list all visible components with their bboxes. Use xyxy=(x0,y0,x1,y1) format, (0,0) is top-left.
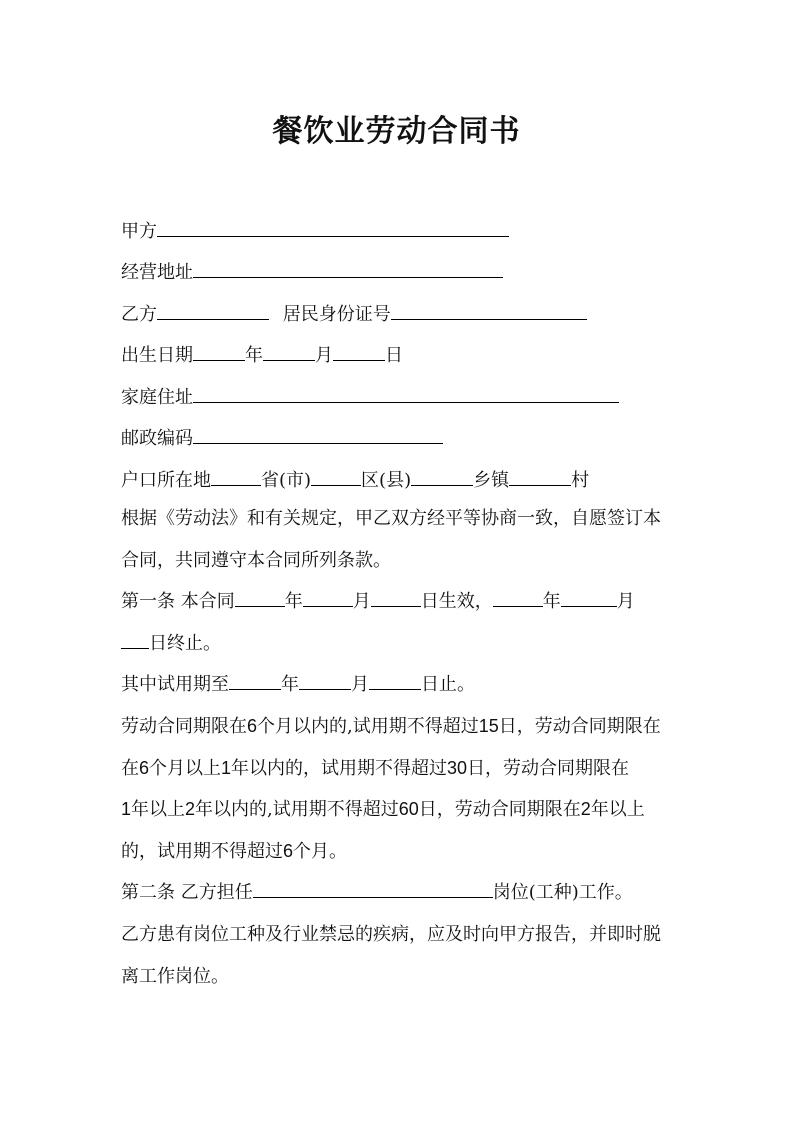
rule-text-4: 个月以上 xyxy=(149,757,222,779)
rule-num-4: 1 xyxy=(221,757,232,778)
birth-month-blank[interactable] xyxy=(263,342,315,361)
probation-year-blank[interactable] xyxy=(229,671,281,690)
position-blank[interactable] xyxy=(253,879,493,898)
start-year-blank[interactable] xyxy=(235,588,285,607)
party-b-blank[interactable] xyxy=(157,301,269,320)
article-1-head: 第一条 本合同 xyxy=(121,591,235,612)
rule-num-9: 2 xyxy=(580,799,591,819)
district-blank[interactable] xyxy=(311,467,361,486)
rule-num-8: 60 xyxy=(398,799,419,819)
end-day-blank[interactable] xyxy=(121,630,149,649)
rule-text-8: 年以内的,试用期不得超过 xyxy=(195,799,399,820)
rule-text-2: 个月以内的,试用期不得超过 xyxy=(257,716,479,737)
probation-year-label: 年 xyxy=(281,674,299,695)
birth-year-blank[interactable] xyxy=(193,342,245,361)
village-blank[interactable] xyxy=(509,467,571,486)
home-address-blank[interactable] xyxy=(193,384,619,403)
rule-text-7: 年以上 xyxy=(131,799,186,820)
postcode-line xyxy=(121,425,443,450)
start-month-blank[interactable] xyxy=(303,588,353,607)
party-b-line xyxy=(121,301,587,326)
party-a-blank[interactable] xyxy=(157,218,509,237)
probation-end-label: 日止。 xyxy=(421,674,475,695)
business-address-label: 经营地址 xyxy=(121,262,193,283)
intro-paragraph: 根据《劳动法》和有关规定，甲乙双方经平等协商一致，自愿签订本合同，共同遵守本合同所列条款。 xyxy=(121,508,661,571)
birth-date-label: 出生日期 xyxy=(121,345,193,366)
rule-num-5: 30 xyxy=(447,757,468,778)
rule-text-11: 个月。 xyxy=(293,840,348,862)
end-label: 日终止。 xyxy=(149,632,221,654)
effective-label: 日生效， xyxy=(420,591,493,612)
rule-num-7: 2 xyxy=(185,799,196,819)
business-address-blank[interactable] xyxy=(193,259,503,278)
birth-year-label: 年 xyxy=(245,345,263,366)
rule-num-6: 1 xyxy=(121,799,132,819)
home-address-label: 家庭住址 xyxy=(121,387,193,408)
id-number-label: 居民身份证号 xyxy=(282,304,391,325)
illness-clause: 乙方患有岗位工种及行业禁忌的疾病，应及时向甲方报告，并即时脱离工作岗位。 xyxy=(121,924,661,987)
village-label: 村 xyxy=(571,470,590,491)
rule-text-10: 年以上的，试用期不得超过 xyxy=(121,799,645,862)
probation-prefix: 其中试用期至 xyxy=(121,674,229,695)
probation-month-blank[interactable] xyxy=(299,671,351,690)
rule-text-6: 日，劳动合同期限在 xyxy=(467,757,630,779)
article-2-head: 第二条 乙方担任 xyxy=(121,882,253,903)
birth-day-label: 日 xyxy=(385,345,403,366)
id-number-blank[interactable] xyxy=(391,301,587,320)
province-label: 省(市) xyxy=(261,470,312,491)
probation-rule-paragraph xyxy=(121,706,677,872)
article-2 xyxy=(121,872,677,914)
rule-text-9: 日，劳动合同期限在 xyxy=(418,799,581,820)
district-label: 区(县) xyxy=(361,470,412,491)
end-month-label: 月 xyxy=(616,591,635,612)
rule-text-1: 劳动合同期限在 xyxy=(121,716,247,737)
rule-text-3b: 在 xyxy=(121,757,139,779)
birth-month-label: 月 xyxy=(315,345,333,366)
business-address-line xyxy=(121,259,503,284)
probation-day-blank[interactable] xyxy=(369,671,421,690)
article-1 xyxy=(121,581,677,664)
rule-num-1: 6 xyxy=(247,716,258,736)
rule-num-2: 15 xyxy=(478,716,499,736)
postcode-label: 邮政编码 xyxy=(121,428,193,449)
party-a-line xyxy=(121,218,509,243)
party-a-label: 甲方 xyxy=(121,221,157,242)
rule-text-3: 日，劳动合同期限在 xyxy=(498,716,661,737)
birth-day-blank[interactable] xyxy=(333,342,385,361)
rule-num-10: 6 xyxy=(283,840,294,861)
end-month-blank[interactable] xyxy=(561,588,617,607)
start-day-blank[interactable] xyxy=(371,588,421,607)
start-month-label: 月 xyxy=(352,591,371,612)
end-year-label: 年 xyxy=(542,591,561,612)
household-line xyxy=(121,467,589,492)
start-year-label: 年 xyxy=(284,591,303,612)
probation-line xyxy=(121,664,677,706)
postcode-blank[interactable] xyxy=(193,425,443,444)
township-label: 乡镇 xyxy=(473,470,510,491)
township-blank[interactable] xyxy=(411,467,473,486)
end-year-blank[interactable] xyxy=(493,588,543,607)
province-blank[interactable] xyxy=(211,467,261,486)
rule-text-5: 年以内的，试用期不得超过 xyxy=(231,757,448,779)
rule-num-3: 6 xyxy=(139,757,150,778)
article-2-tail: 岗位(工种)工作。 xyxy=(492,882,633,903)
party-b-label: 乙方 xyxy=(121,304,157,325)
home-address-line xyxy=(121,384,619,409)
probation-month-label: 月 xyxy=(351,674,369,695)
household-label: 户口所在地 xyxy=(121,470,211,491)
document-title: 餐饮业劳动合同书 xyxy=(272,114,521,149)
birth-date-line xyxy=(121,342,403,367)
